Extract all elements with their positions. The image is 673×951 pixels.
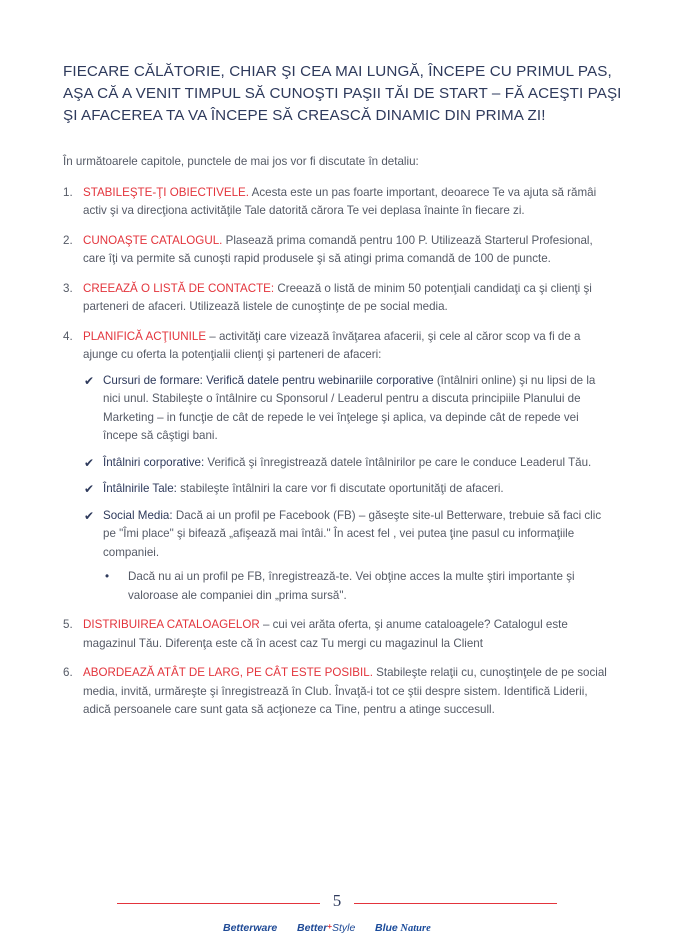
brand-logos (0, 922, 673, 942)
bullet-list (103, 568, 615, 605)
steps-list (63, 184, 615, 720)
step-heading: DISTRIBUIREA CATALOAGELOR (83, 618, 260, 631)
step-heading: CREEAZĂ O LISTĂ DE CONTACTE: (83, 281, 275, 295)
checklist-label: Întâlniri corporative: (103, 455, 205, 469)
footer-divider-right (354, 903, 557, 904)
checklist-text: stabileşte întâlniri la care vor fi discutate oportunităţi de afaceri. (176, 482, 504, 495)
bullet-icon: • (105, 570, 110, 583)
checklist-item (83, 507, 615, 606)
intro-text: În următoarele capitole, punctele de mai jos vor fi discutate în detaliu: (63, 155, 419, 168)
step-number: 5. (63, 618, 73, 631)
step-text: – activităţi care vizează învăţarea afacerii, şi cele al căror scop va fi de a ajunge cu oferta la potenţialii clienţi şi parteneri de afaceri: (83, 329, 581, 361)
step-number: 3. (63, 281, 73, 295)
step-text: – cui vei arăta oferta, şi anume cataloagele? Catalogul este magazinul Tău. Diferenţa este că în acest caz Tu mergi cu magazinul la Client (83, 618, 568, 650)
step-number: 6. (63, 666, 73, 679)
title-line-3: ŞI AFACEREA TA VA ÎNCEPE SĂ CREASCĂ DINAMIC DIN PRIMA ZI! (63, 107, 546, 124)
step-item (63, 328, 615, 606)
checklist-text: (întâlniri online) şi nu lipsi de la nici unul. Stabileşte o întâlnire cu Sponsorul / Leaderul pentru a discuta principiile Planului de Marketing – in funcţie de cât de repede le vei înţelege şi aplica, va depinde cât de repede vei începe să câştigi bani. (103, 373, 596, 442)
betterstyle-logo-style: Style (332, 922, 356, 934)
bluenature-logo (375, 922, 431, 934)
bullet-item (103, 568, 615, 605)
bluenature-logo-nature: Nature (397, 923, 431, 934)
step-item (63, 184, 615, 221)
footer-divider-left (117, 903, 320, 904)
step-number: 2. (63, 233, 73, 247)
betterware-logo: Betterware (223, 922, 278, 934)
checkmark-icon: ✔ (84, 373, 95, 388)
checkmark-icon: ✔ (84, 482, 95, 496)
step-item (63, 280, 615, 317)
checklist-label: Social Media: (103, 508, 173, 522)
step-item (63, 664, 615, 720)
step-heading: ABORDEAZĂ ATÂT DE LARG, PE CÂT ESTE POSIBIL. (83, 666, 373, 679)
step-number: 4. (63, 329, 73, 343)
page-number: 5 (332, 891, 342, 910)
betterstyle-logo (297, 922, 355, 934)
checklist (83, 372, 615, 606)
checkmark-icon: ✔ (84, 508, 95, 523)
checklist-item (83, 480, 615, 499)
checklist-label: Întâlnirile Tale: (103, 482, 177, 495)
checklist-label: Cursuri de formare: Verifică datele pentru webinariile corporative (103, 373, 434, 387)
step-number: 1. (63, 185, 73, 199)
main-content (63, 153, 615, 731)
step-text: Plasează prima comandă pentru 100 P. Utilizează Starterul Profesional, care îţi va permite să cunoşti rapid produsele şi să atingi prima comandă de 100 de puncte. (83, 233, 593, 265)
bluenature-logo-blue: Blue (375, 922, 398, 934)
step-text: Creează o listă de minim 50 potenţiali candidaţi ca şi clienţi şi parteneri de afaceri. Utilizează listele de cunoştinţe de pe social media. (83, 281, 592, 313)
checklist-item (83, 372, 615, 446)
title-line-2: AŞA CĂ A VENIT TIMPUL SĂ CUNOŞTI PAŞII TĂI DE START – FĂ ACEŞTI PAŞI (63, 85, 622, 102)
step-item (63, 232, 615, 269)
step-text: Stabileşte relaţii cu, cunoştinţele de pe social media, invită, urmăreşte şi înregistrează în Club. Învaţă-i tot ce ştii despre sistem. Identifică Liderii, adică persoanele care sunt gata să acţioneze ca Tine, pentru a atinge succesull. (83, 666, 607, 716)
step-heading: CUNOAŞTE CATALOGUL. (83, 233, 223, 247)
title-line-1: FIECARE CĂLĂTORIE, CHIAR ŞI CEA MAI LUNGĂ, ÎNCEPE CU PRIMUL PAS, (63, 63, 612, 80)
step-heading: STABILEŞTE-ŢI OBIECTIVELE. (83, 185, 250, 199)
betterstyle-logo-part: Better (297, 922, 328, 934)
checkmark-icon: ✔ (84, 455, 95, 470)
step-text: Acesta este un pas foarte important, deoarece Te va ajuta să rămâi activ şi va direcţiona activităţile Tale datorită cărora Te vei deplasa înainte în fiecare zi. (83, 185, 597, 217)
plus-icon: + (327, 922, 333, 931)
bullet-text: Dacă nu ai un profil pe FB, înregistrează-te. Vei obţine acces la multe ştiri importante şi valoroase ale companiei din „prima sursă". (128, 570, 575, 602)
step-item (63, 616, 615, 653)
step-heading: PLANIFICĂ ACŢIUNILE (83, 329, 207, 343)
checklist-text: Verifică şi înregistrează datele întâlnirilor pe care le conduce Leaderul Tău. (204, 455, 592, 469)
checklist-item (83, 454, 615, 473)
checklist-text: Dacă ai un profil pe Facebook (FB) – găseşte site-ul Betterware, trebuie să faci clic pe "Îmi place" şi bifează „afişează mai întâi." În acest fel , vei putea ţine pasul cu informaţiile companiei. (103, 508, 602, 559)
page-title (63, 61, 623, 127)
